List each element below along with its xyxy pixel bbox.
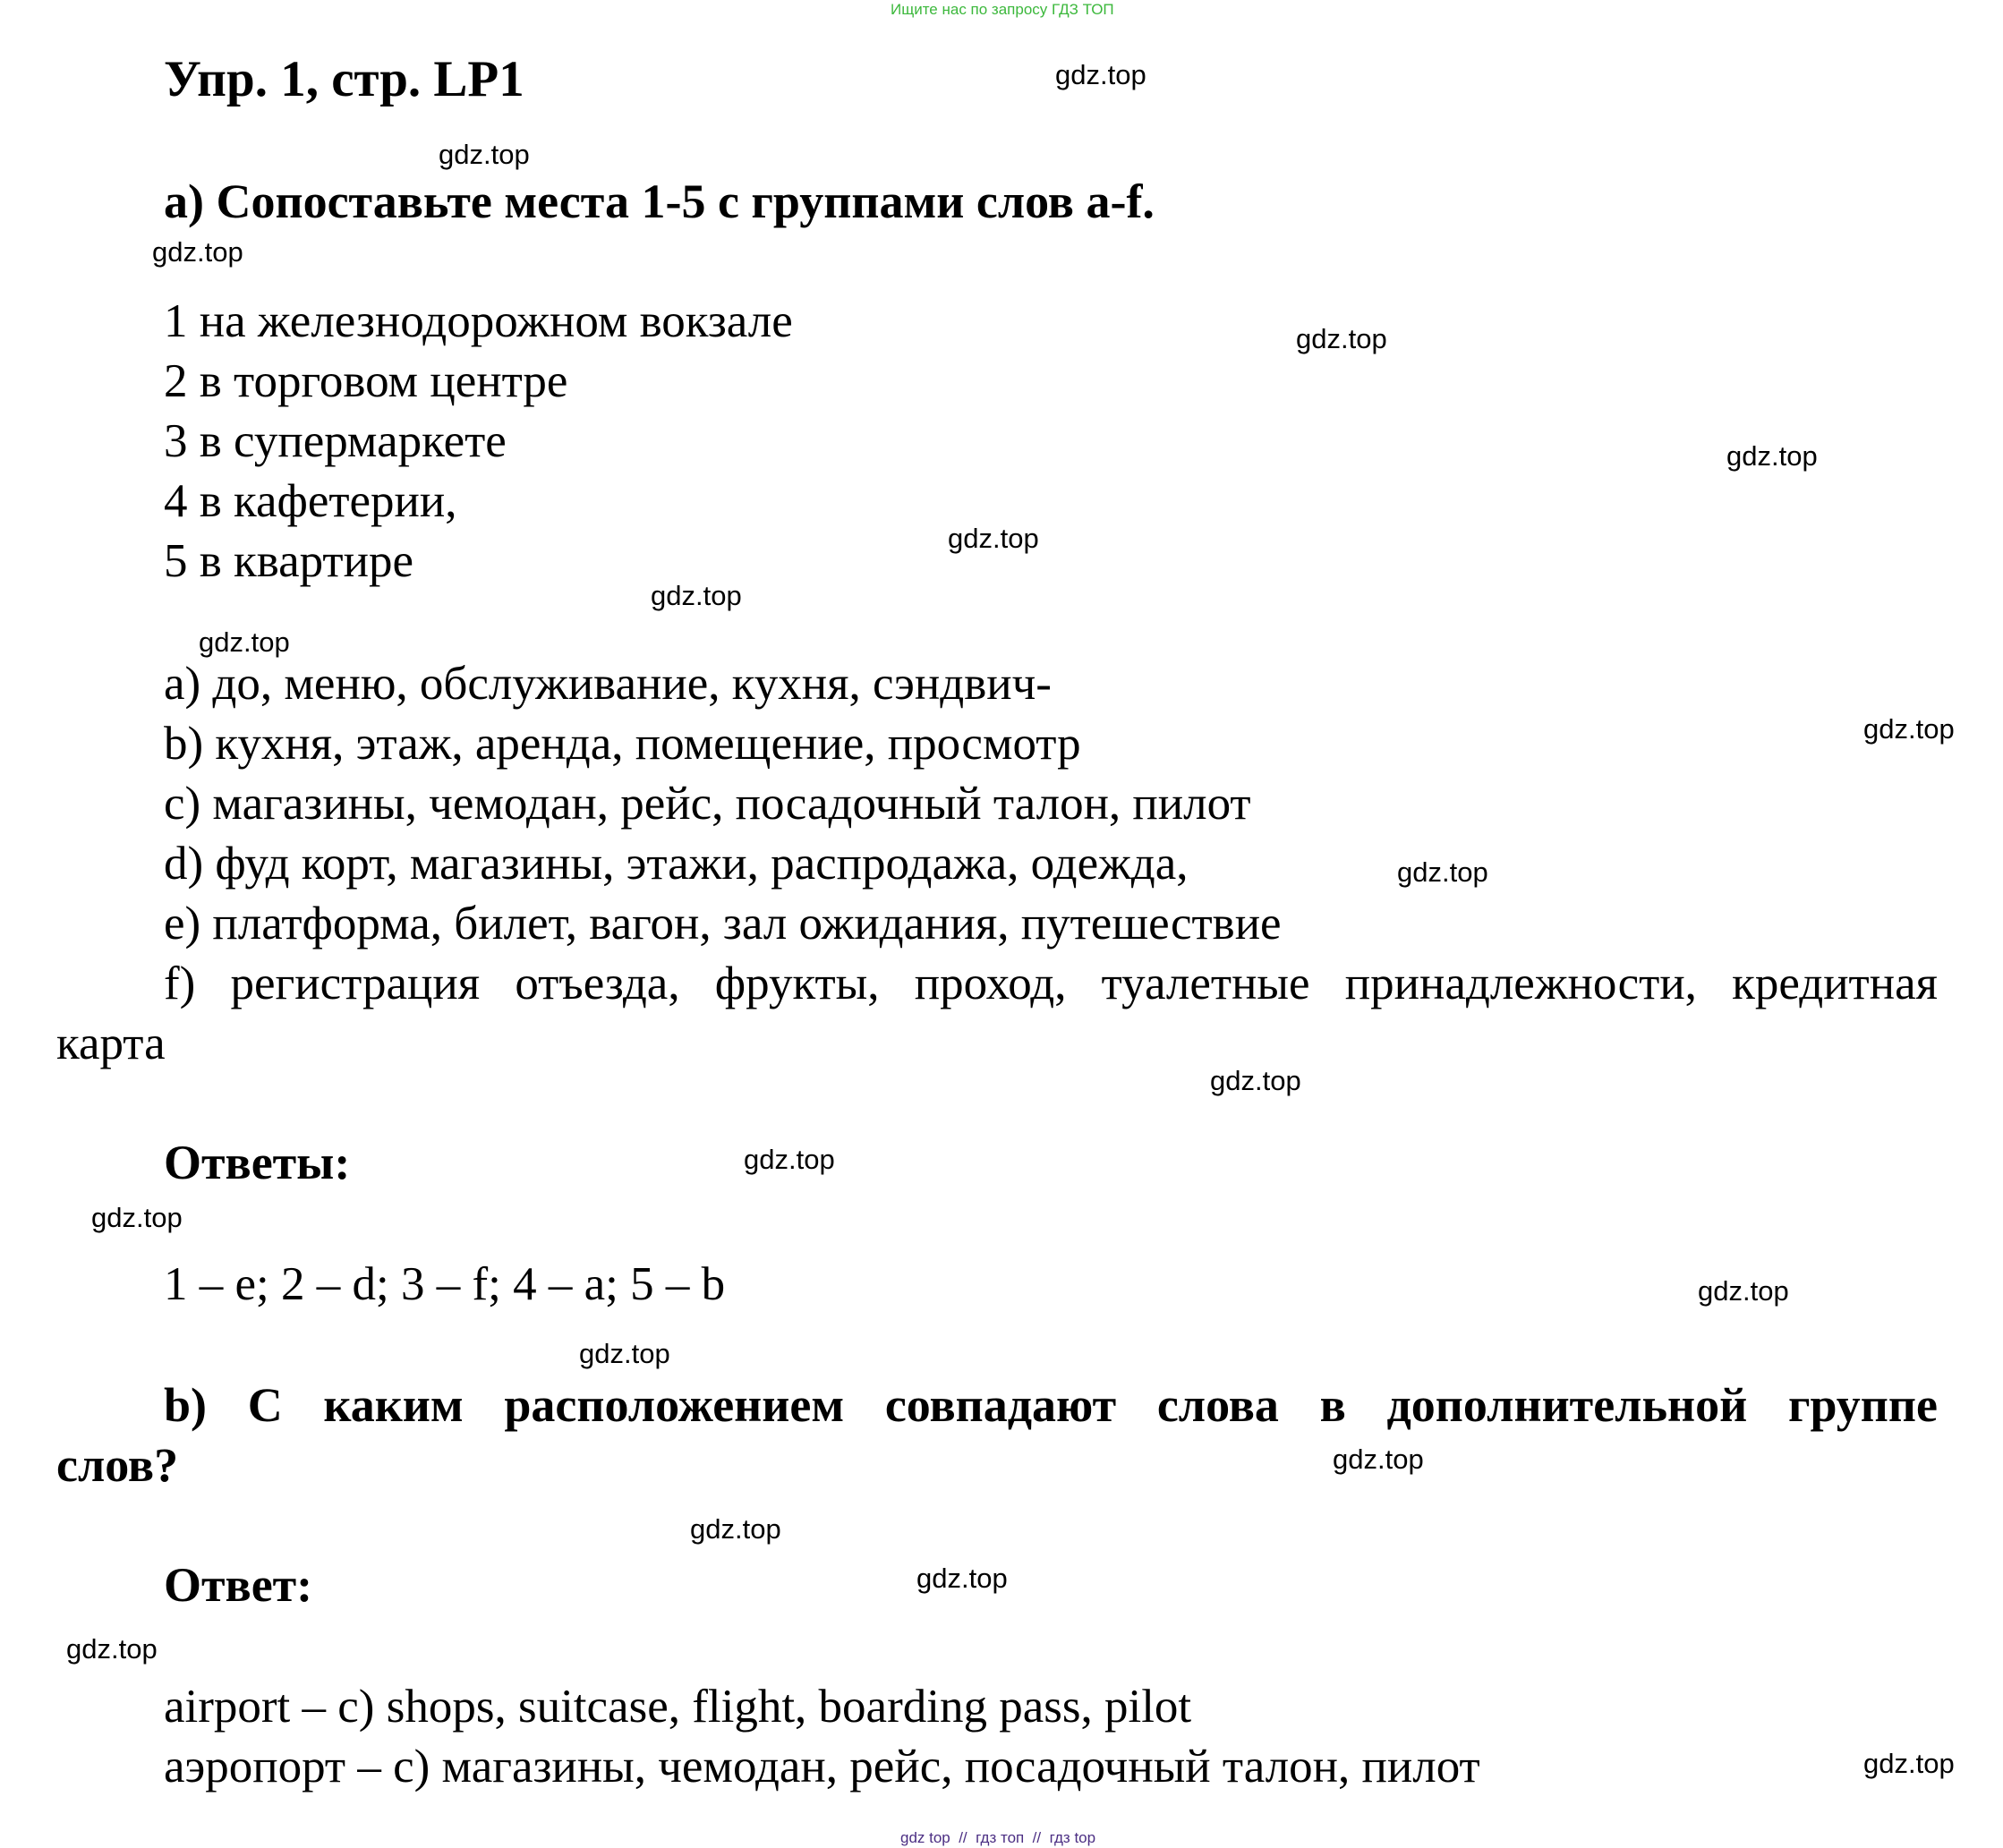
watermark: gdz.top bbox=[916, 1563, 1008, 1594]
watermark: gdz.top bbox=[1055, 59, 1146, 90]
watermark: gdz.top bbox=[651, 580, 742, 611]
watermark: gdz.top bbox=[690, 1513, 781, 1545]
watermark: gdz.top bbox=[66, 1633, 158, 1665]
place-item-2: 2 в торговом центре bbox=[164, 355, 568, 407]
watermark: gdz.top bbox=[1296, 323, 1387, 354]
exercise-title: Упр. 1, стр. LP1 bbox=[164, 51, 524, 107]
watermark: gdz.top bbox=[199, 626, 290, 658]
watermark: gdz.top bbox=[1397, 856, 1488, 888]
watermark: gdz.top bbox=[1726, 440, 1818, 472]
watermark: gdz.top bbox=[1333, 1443, 1424, 1475]
places-list bbox=[164, 292, 793, 592]
watermark: gdz.top bbox=[1863, 713, 1955, 745]
watermark: gdz.top bbox=[152, 236, 243, 268]
answer-english: airport – c) shops, suitcase, flight, boarding pass, pilot bbox=[164, 1681, 1192, 1733]
watermark: gdz.top bbox=[744, 1144, 835, 1175]
watermark: gdz.top bbox=[91, 1202, 183, 1233]
watermark: gdz.top bbox=[1210, 1065, 1301, 1096]
word-group-d: d) фуд корт, магазины, этажи, распродажа, одежда, bbox=[164, 838, 1189, 890]
word-group-b: b) кухня, этаж, аренда, помещение, просмотр bbox=[164, 718, 1081, 770]
watermark: gdz.top bbox=[948, 523, 1039, 554]
top-search-note: Ищите нас по запросу ГДЗ ТОП bbox=[891, 1, 1114, 18]
place-item-5: 5 в квартире bbox=[164, 535, 413, 587]
watermark: gdz.top bbox=[579, 1338, 670, 1369]
place-item-1: 1 на железнодорожном вокзале bbox=[164, 295, 793, 347]
watermark: gdz.top bbox=[439, 139, 530, 170]
answer-russian: аэропорт – c) магазины, чемодан, рейс, посадочный талон, пилот bbox=[164, 1741, 1480, 1793]
part-a-heading: а) Сопоставьте места 1-5 с группами слов a-f. bbox=[164, 175, 1155, 228]
word-group-e: e) платформа, билет, вагон, зал ожидания, путешествие bbox=[164, 898, 1282, 950]
part-b-question-line1: b) С каким расположением совпадают слова в дополнительной группе bbox=[164, 1378, 1938, 1432]
place-item-4: 4 в кафетерии, bbox=[164, 475, 457, 527]
word-group-f-line2: карта bbox=[56, 1018, 166, 1069]
answers-heading: Ответы: bbox=[164, 1136, 351, 1189]
answer-heading: Ответ: bbox=[164, 1558, 313, 1612]
watermark: gdz.top bbox=[1698, 1275, 1789, 1307]
answers-text: 1 – e; 2 – d; 3 – f; 4 – a; 5 – b bbox=[164, 1258, 726, 1310]
word-group-c: c) магазины, чемодан, рейс, посадочный талон, пилот bbox=[164, 778, 1251, 830]
word-groups-list bbox=[164, 654, 1282, 954]
place-item-3: 3 в супермаркете bbox=[164, 415, 507, 467]
word-group-a: a) до, меню, обслуживание, кухня, сэндвич- bbox=[164, 658, 1052, 710]
watermark: gdz.top bbox=[1863, 1748, 1955, 1779]
bottom-watermark-note: gdz top // гдз топ // гдз top bbox=[900, 1829, 1096, 1846]
part-b-question-line2: слов? bbox=[56, 1438, 179, 1492]
word-group-f-line1: f) регистрация отъезда, фрукты, проход, туалетные принадлежности, кредитная bbox=[164, 958, 1938, 1009]
